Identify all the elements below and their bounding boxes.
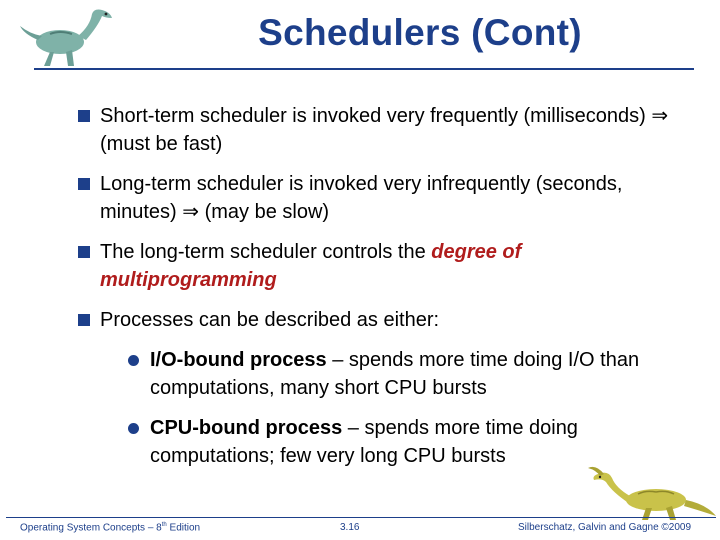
implies-arrow-icon: ⇒ [651, 105, 669, 127]
dinosaur-icon [20, 4, 132, 68]
bullet-text: Processes can be described as either: [100, 309, 440, 331]
bullet-text: (must be fast) [100, 133, 223, 155]
title-divider [34, 68, 694, 70]
round-bullet-icon [128, 423, 139, 434]
implies-arrow-icon: ⇒ [182, 201, 200, 223]
highlighted-term: degree of multiprogramming [100, 241, 522, 291]
footer-edition-text: Edition [166, 522, 201, 534]
sub-bullet-text: – spends more time doing I/O than computations, many short CPU bursts [150, 349, 640, 399]
footer-book-text: Operating System Concepts – 8 [20, 522, 162, 534]
bullet-item [78, 238, 698, 294]
bullet-text: (may be slow) [199, 201, 330, 223]
sub-bullet-item [128, 346, 698, 402]
bullet-item [78, 306, 698, 334]
bullet-text: Short-term scheduler is invoked very frequently (milliseconds) [100, 105, 652, 127]
square-bullet-icon [78, 178, 90, 190]
footer-divider [6, 517, 716, 518]
round-bullet-icon [128, 355, 139, 366]
slide-number: 3.16 [340, 522, 360, 533]
square-bullet-icon [78, 246, 90, 258]
footer-edition-sup: th [161, 522, 167, 528]
bullet-item [78, 102, 698, 158]
bullet-text: The long-term scheduler controls the [100, 241, 432, 263]
bullet-list [78, 102, 698, 482]
square-bullet-icon [78, 314, 90, 326]
slide-title: Schedulers (Cont) [258, 12, 582, 53]
footer-authors: Silberschatz, Galvin and Gagne ©2009 [518, 522, 692, 533]
square-bullet-icon [78, 110, 90, 122]
sub-bullet-text: – spends more time doing computations; few very long CPU bursts [150, 417, 578, 467]
sub-bullet-term: CPU-bound process [150, 417, 343, 439]
bullet-item [78, 170, 698, 226]
sub-bullet-term: I/O-bound process [150, 349, 327, 371]
dinosaur-icon [586, 460, 716, 520]
bullet-text: Long-term scheduler is invoked very infrequently (seconds, minutes) [100, 173, 623, 223]
footer-book-title [20, 522, 200, 533]
